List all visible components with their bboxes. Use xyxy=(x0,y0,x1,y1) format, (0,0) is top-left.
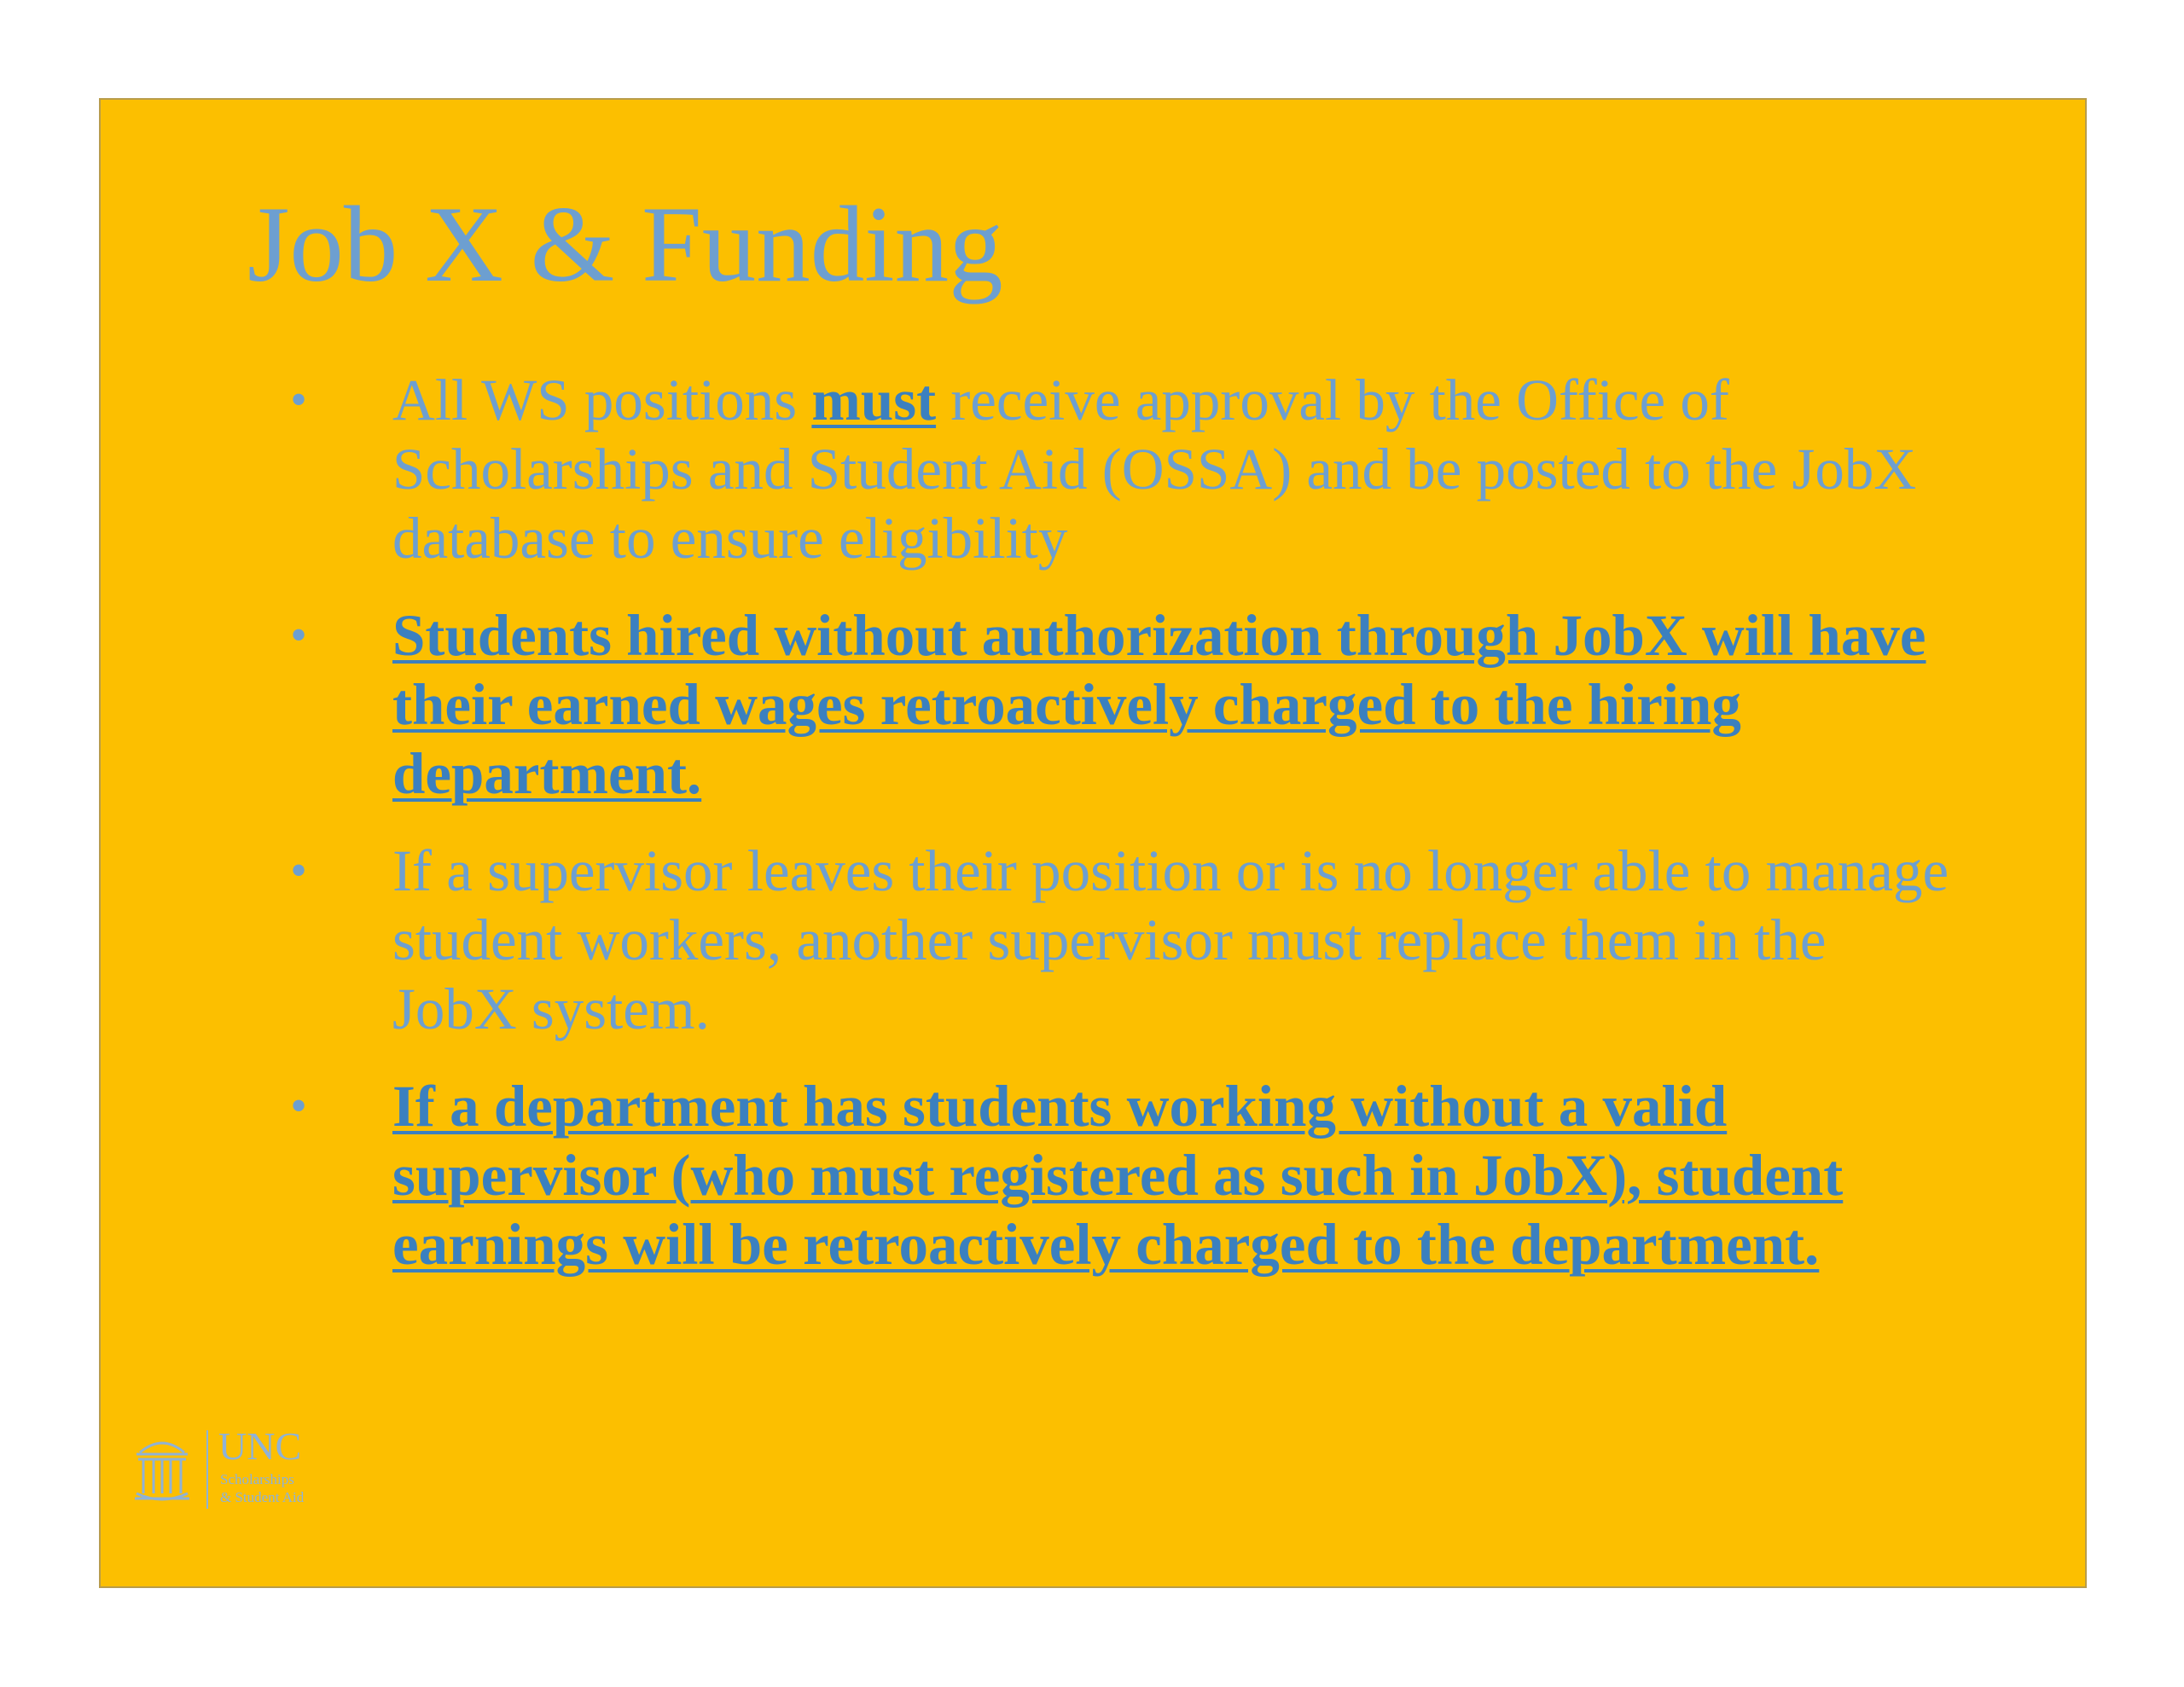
logo-line-2: & Student Aid xyxy=(220,1489,305,1505)
logo-line-1: Scholarships xyxy=(220,1471,294,1487)
bullet-text-after: receive approval by the Office of Scholarships and Student Aid (OSSA) and be posted to the JobX database to ensure eligibility xyxy=(392,368,1917,571)
bullet-emphasis: must xyxy=(811,368,937,432)
slide-title: Job X & Funding xyxy=(247,185,1003,304)
logo-unc-text: UNC xyxy=(218,1424,302,1468)
bullet-text: Students hired without authorization through JobX will have their earned wages retroactively charged to the hiring department. xyxy=(392,603,1926,806)
unc-logo xyxy=(131,1424,336,1512)
logo-divider xyxy=(206,1430,208,1509)
slide xyxy=(99,98,2087,1588)
bullet-item-approval xyxy=(101,366,2088,573)
bullet-dot-icon: • xyxy=(290,1080,307,1133)
bullet-text: If a department has students working without a valid supervisor (who must registered as such in JobX), student earnings will be retroactively charged to the department. xyxy=(392,1074,1844,1277)
bullet-text: If a supervisor leaves their position or is no longer able to manage student workers, another supervisor must replace them in the JobX system. xyxy=(392,838,1949,1041)
old-well-icon xyxy=(131,1434,193,1505)
bullet-list xyxy=(101,366,2088,1307)
bullet-text xyxy=(392,366,1952,573)
bullet-dot-icon: • xyxy=(290,374,307,426)
bullet-item-supervisor-replacement xyxy=(101,837,2088,1044)
bullet-item-unauthorized-hire xyxy=(101,601,2088,809)
bullet-text-before: All WS positions xyxy=(392,368,812,432)
bullet-dot-icon: • xyxy=(290,844,307,897)
bullet-item-no-valid-supervisor xyxy=(101,1072,2088,1279)
bullet-dot-icon: • xyxy=(290,609,307,662)
